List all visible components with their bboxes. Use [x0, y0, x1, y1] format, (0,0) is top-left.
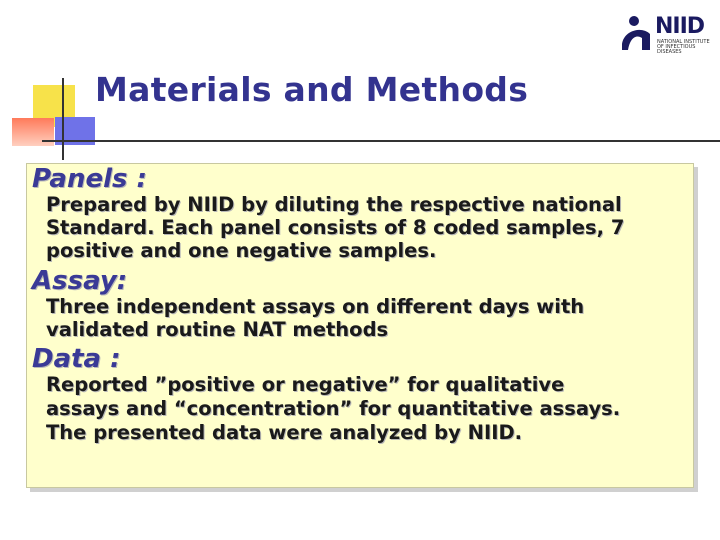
heading-data: Data :	[32, 344, 121, 374]
assay-line-2: validated routine NAT methods	[46, 318, 389, 341]
panels-line-2: Standard. Each panel consists of 8 coded samples, 7	[46, 216, 625, 239]
assay-line-1: Three independent assays on different days with	[46, 295, 585, 318]
decor-vertical-line	[62, 78, 64, 160]
title-divider-line	[42, 140, 720, 142]
logo-text: NIID	[655, 14, 705, 39]
heading-panels: Panels :	[32, 164, 147, 194]
data-line-1: Reported ”positive or negative” for qualitative	[46, 373, 565, 396]
panels-line-1: Prepared by NIID by diluting the respective national	[46, 193, 622, 216]
logo-subtitle: NATIONAL INSTITUTE OF INFECTIOUS DISEASES	[657, 39, 710, 55]
data-line-2: assays and “concentration” for quantitative assays.	[46, 397, 621, 420]
data-line-3: The presented data were analyzed by NIID.	[46, 421, 523, 444]
heading-assay: Assay:	[32, 266, 128, 296]
slide-title: Materials and Methods	[95, 70, 529, 109]
panels-line-3: positive and one negative samples.	[46, 239, 437, 262]
